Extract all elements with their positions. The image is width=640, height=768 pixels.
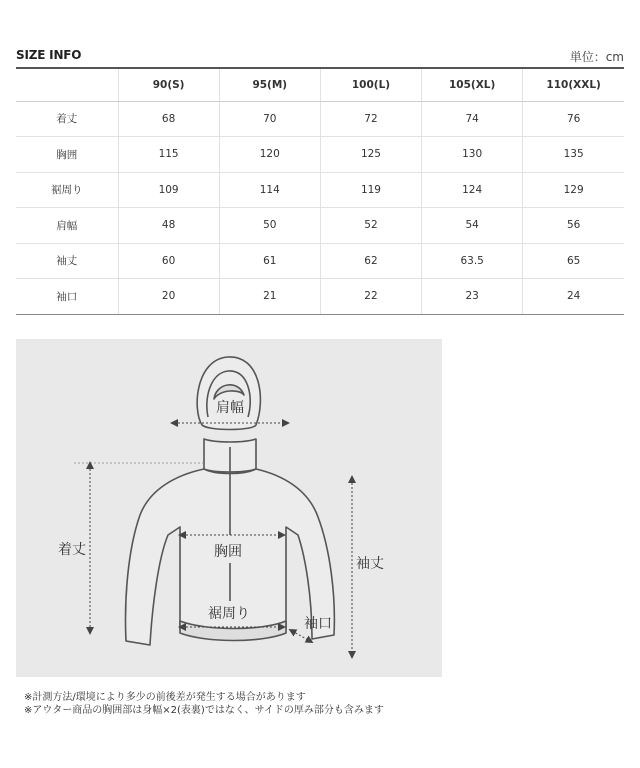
row-label: 袖口 [16, 279, 118, 315]
row-label: 袖丈 [16, 243, 118, 279]
column-header: 110(XXL) [523, 69, 624, 101]
table-cell: 119 [320, 172, 421, 208]
table-cell: 56 [523, 208, 624, 244]
table-cell: 21 [219, 279, 320, 315]
table-cell: 130 [422, 137, 523, 173]
row-label: 胸囲 [16, 137, 118, 173]
row-label: 着丈 [16, 101, 118, 137]
size-table [16, 69, 624, 315]
label-chest: 胸囲 [214, 544, 242, 560]
table-row [16, 172, 624, 208]
table-cell: 24 [523, 279, 624, 315]
size-info-header [16, 46, 624, 68]
table-cell: 109 [118, 172, 219, 208]
table-cell: 125 [320, 137, 421, 173]
table-row [16, 208, 624, 244]
table-cell: 50 [219, 208, 320, 244]
row-label: 裾周り [16, 172, 118, 208]
table-cell: 74 [422, 101, 523, 137]
table-cell: 72 [320, 101, 421, 137]
table-cell: 52 [320, 208, 421, 244]
column-header: 90(S) [118, 69, 219, 101]
column-header: 95(M) [219, 69, 320, 101]
table-header-row [16, 69, 624, 101]
table-cell: 23 [422, 279, 523, 315]
table-row [16, 279, 624, 315]
table-cell: 60 [118, 243, 219, 279]
table-cell: 22 [320, 279, 421, 315]
table-cell: 54 [422, 208, 523, 244]
table-cell: 61 [219, 243, 320, 279]
note-line: ※アウター商品の胸囲部は身幅×2(表裏)ではなく、サイドの厚み部分も含みます [24, 705, 384, 716]
table-cell: 129 [523, 172, 624, 208]
table-cell: 65 [523, 243, 624, 279]
notes [24, 691, 384, 717]
row-label: 肩幅 [16, 208, 118, 244]
table-cell: 20 [118, 279, 219, 315]
table-cell: 124 [422, 172, 523, 208]
table-cell: 76 [523, 101, 624, 137]
table-cell: 135 [523, 137, 624, 173]
label-shoulder: 肩幅 [216, 400, 244, 416]
table-cell: 68 [118, 101, 219, 137]
label-hem: 裾周り [208, 606, 250, 622]
table-cell: 62 [320, 243, 421, 279]
table-row [16, 243, 624, 279]
table-row [16, 101, 624, 137]
jacket-illustration [16, 339, 442, 677]
table-cell: 70 [219, 101, 320, 137]
size-info-title: SIZE INFO [16, 48, 82, 62]
table-row [16, 137, 624, 173]
measurement-diagram [16, 339, 442, 677]
table-cell: 120 [219, 137, 320, 173]
column-header: 105(XL) [422, 69, 523, 101]
unit-label: 単位：cm [569, 50, 624, 64]
label-sleeve: 袖丈 [356, 556, 384, 572]
table-cell: 48 [118, 208, 219, 244]
column-header: 100(L) [320, 69, 421, 101]
label-length: 着丈 [58, 542, 86, 558]
label-cuff: 袖口 [304, 616, 332, 632]
column-header [16, 69, 118, 101]
note-line: ※計測方法/環境により多少の前後差が発生する場合があります [24, 692, 306, 703]
table-cell: 63.5 [422, 243, 523, 279]
table-cell: 115 [118, 137, 219, 173]
table-cell: 114 [219, 172, 320, 208]
